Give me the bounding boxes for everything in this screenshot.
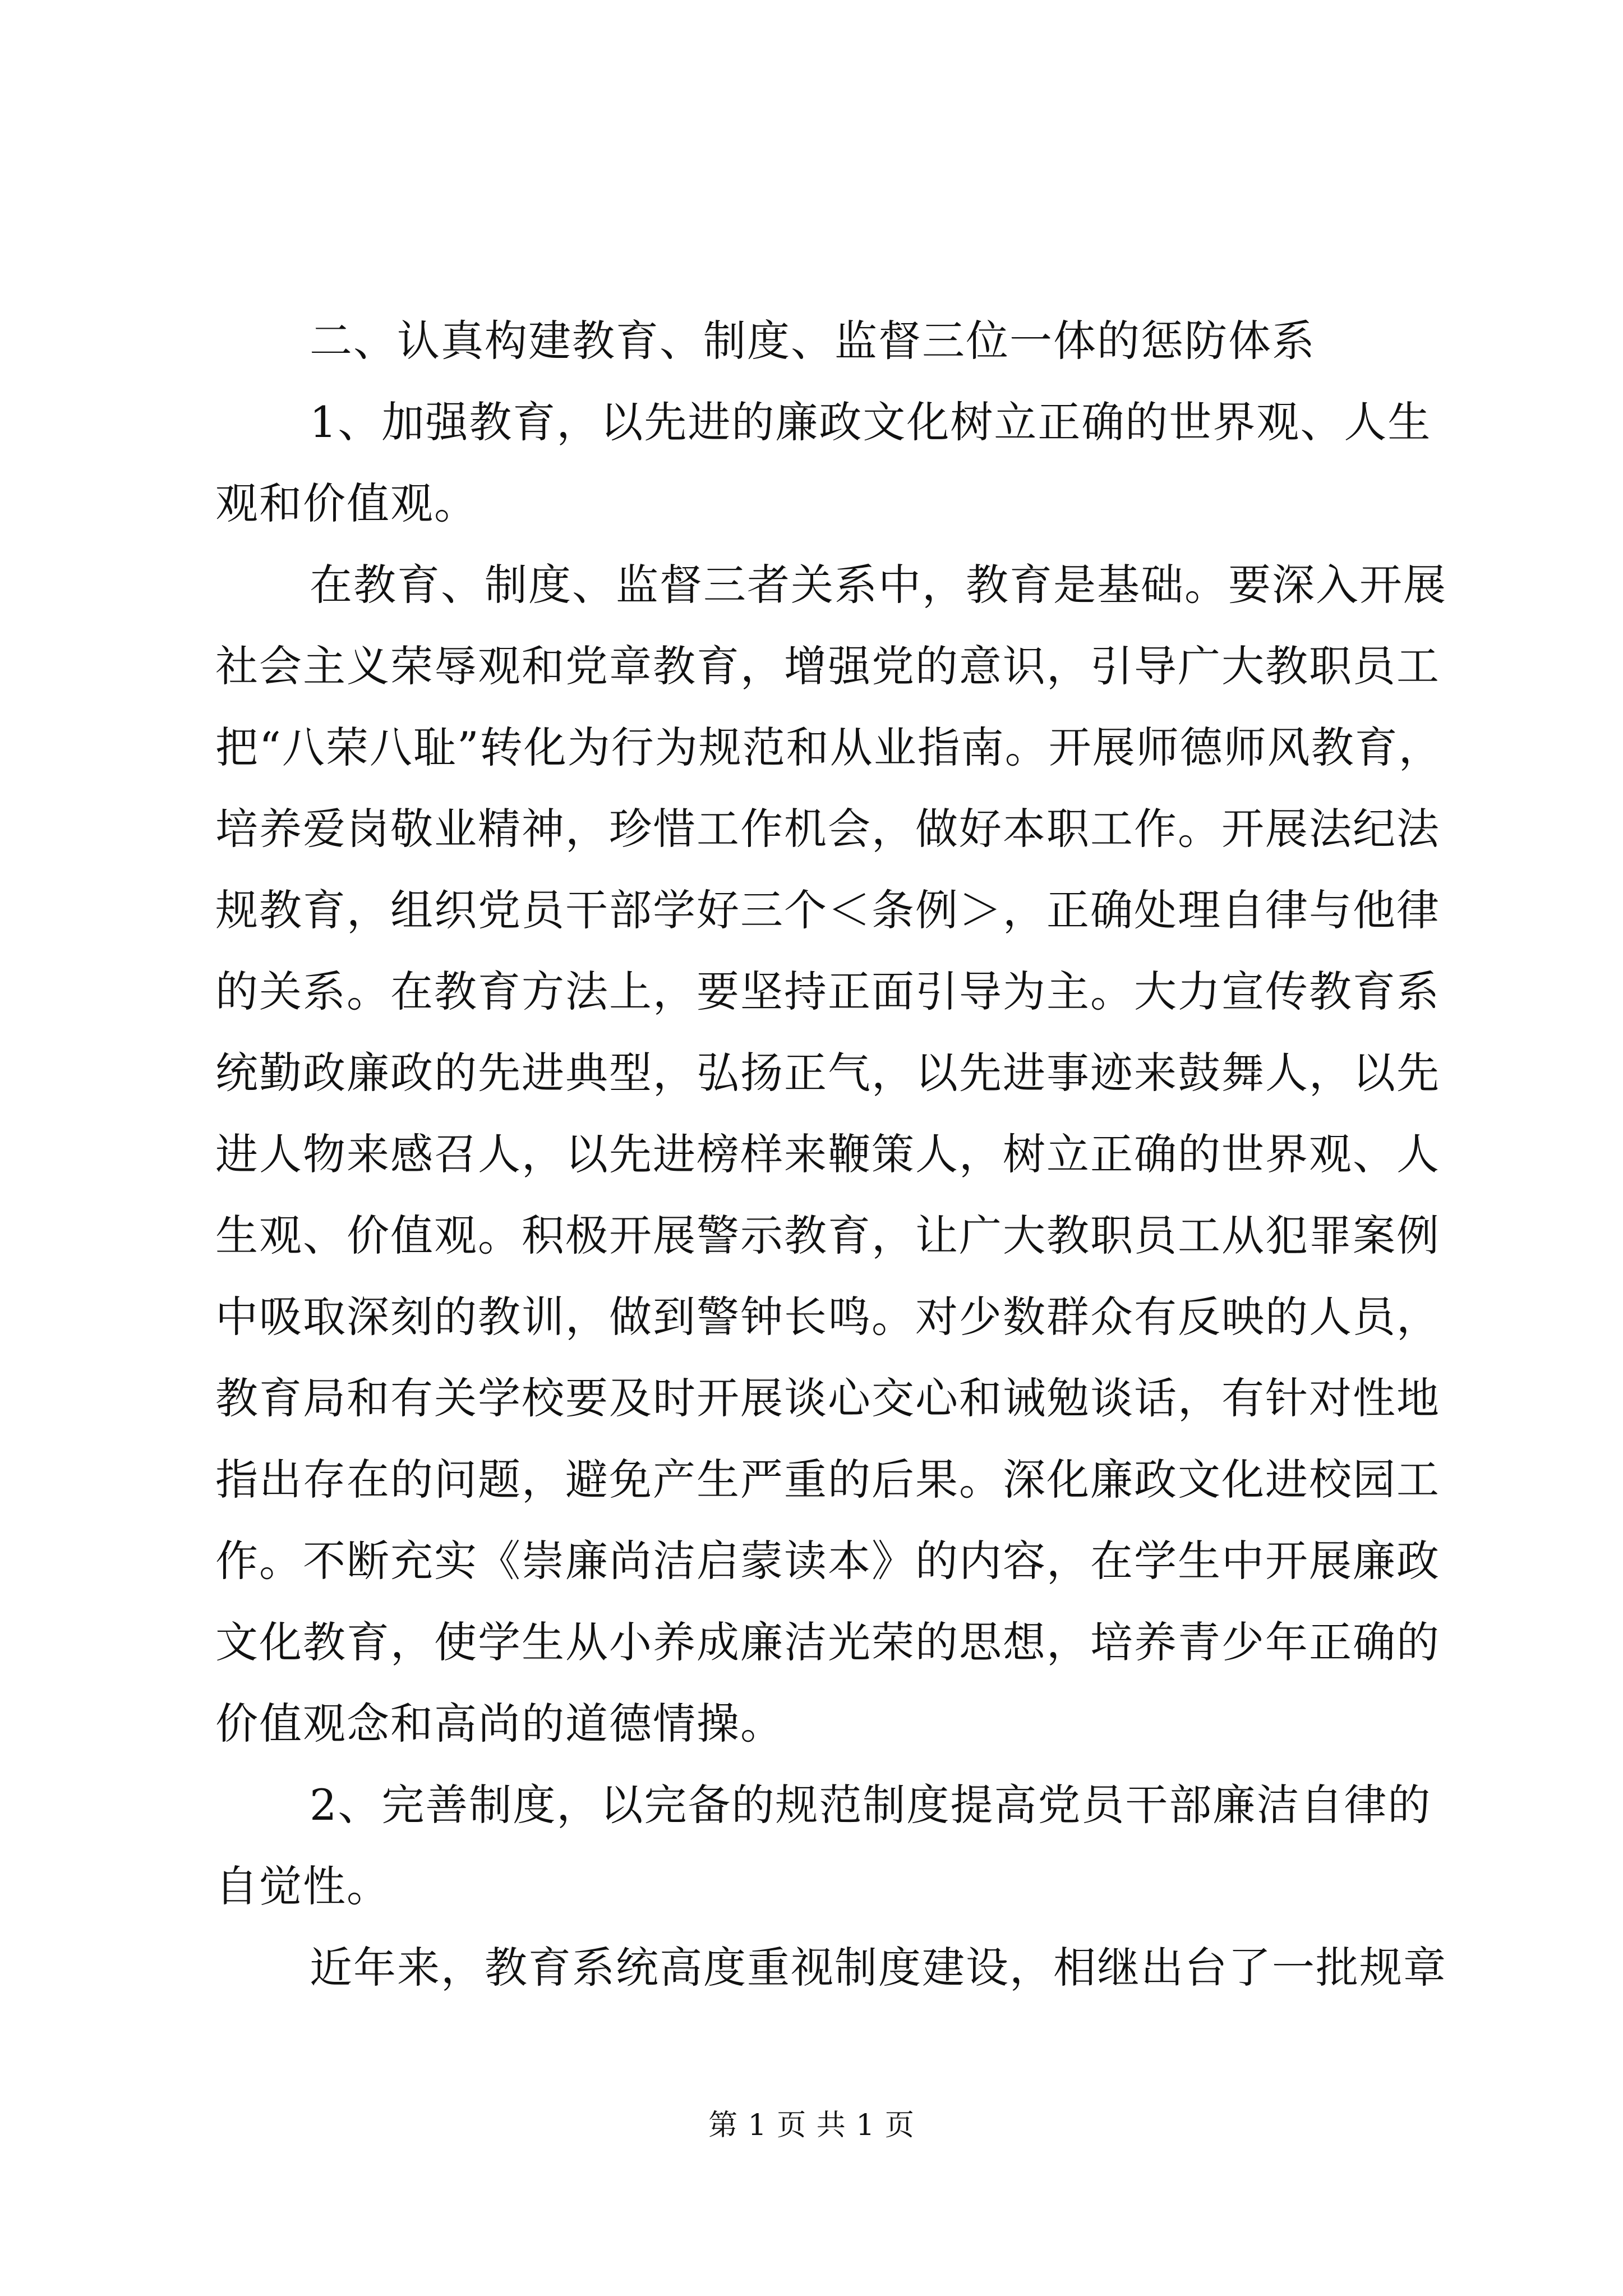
text-line: 指出存在的问题，避免产生严重的后果。深化廉政文化进校园工 (215, 1455, 1440, 1504)
text-line: 社会主义荣辱观和党章教育，增强党的意识，引导广大教职员工 (215, 641, 1440, 691)
text-line: 在教育、制度、监督三者关系中，教育是基础。要深入开展 (310, 560, 1447, 610)
text-line: 自觉性。 (215, 1861, 390, 1911)
text-line: 中吸取深刻的教训，做到警钟长鸣。对少数群众有反映的人员， (215, 1292, 1440, 1342)
text-line: 作。不断充实《崇廉尚洁启蒙读本》的内容，在学生中开展廉政 (215, 1536, 1440, 1586)
text-line: 教育局和有关学校要及时开展谈心交心和诫勉谈话，有针对性地 (215, 1373, 1440, 1423)
text-line: 进人物来感召人，以先进榜样来鞭策人，树立正确的世界观、人 (215, 1129, 1440, 1179)
text-line: 近年来，教育系统高度重视制度建设，相继出台了一批规章 (310, 1943, 1447, 1993)
text-line: 观和价值观。 (215, 478, 478, 528)
text-line: 文化教育，使学生从小养成廉洁光荣的思想，培养青少年正确的 (215, 1617, 1440, 1667)
text-line: 生观、价值观。积极开展警示教育，让广大教职员工从犯罪案例 (215, 1211, 1440, 1260)
text-line: 把“八荣八耻”转化为行为规范和从业指南。开展师德师风教育， (215, 723, 1442, 772)
subheading-system: 2、完善制度，以完备的规范制度提高党员干部廉洁自律的 (310, 1780, 1432, 1830)
text-line: 的关系。在教育方法上，要坚持正面引导为主。大力宣传教育系 (215, 967, 1440, 1016)
section-heading: 二、认真构建教育、制度、监督三位一体的惩防体系 (310, 316, 1316, 366)
text-line: 培养爱岗敬业精神，珍惜工作机会，做好本职工作。开展法纪法 (215, 804, 1440, 854)
text-line: 统勤政廉政的先进典型，弘扬正气，以先进事迹来鼓舞人，以先 (215, 1048, 1440, 1098)
text-line: 价值观念和高尚的道德情操。 (215, 1699, 784, 1749)
text-line: 规教育，组织党员干部学好三个＜条例＞，正确处理自律与他律 (215, 885, 1440, 935)
page-footer: 第 1 页 共 1 页 (708, 2109, 915, 2142)
subheading-education: 1、加强教育，以先进的廉政文化树立正确的世界观、人生 (310, 397, 1432, 447)
